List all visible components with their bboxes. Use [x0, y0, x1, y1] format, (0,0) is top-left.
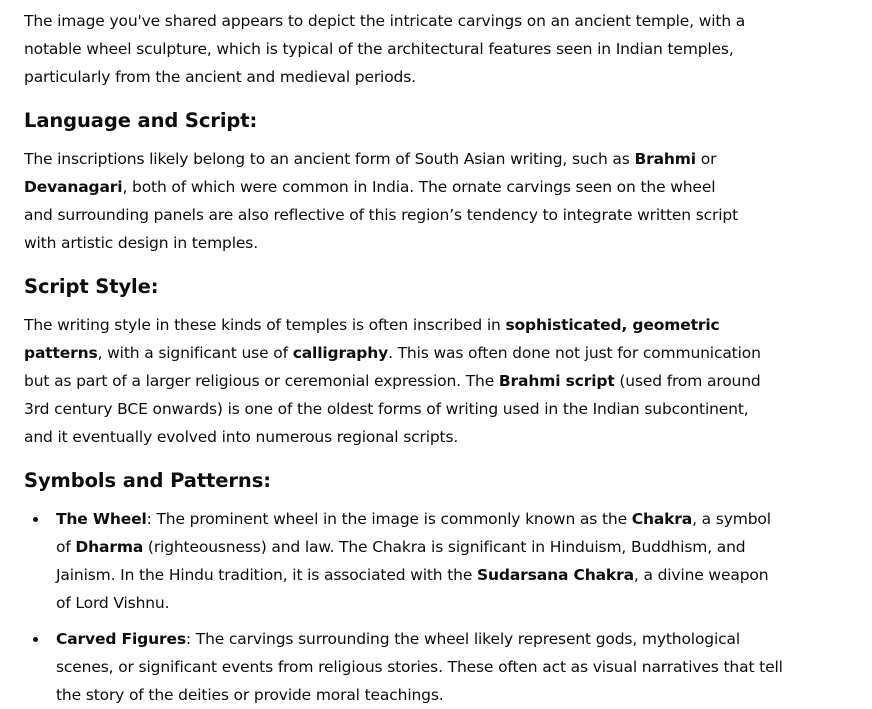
wheel-term: The Wheel — [56, 510, 147, 528]
language-text-2: or — [695, 150, 717, 168]
wheel-text-3: (righteousness) and law. The Chakra is significant in Hinduism, Buddhism, and Jainism. In the Hindu tradition, it is associated with the — [56, 538, 746, 584]
carved-figures-term: Carved Figures — [56, 630, 186, 648]
chakra-term: Chakra — [631, 510, 693, 528]
geometric-patterns-term: sophisticated, geometric patterns — [24, 316, 720, 362]
brahmi-script-term: Brahmi script — [498, 372, 615, 390]
sudarsana-chakra-term: Sudarsana Chakra — [477, 566, 634, 584]
wheel-text-4: , a divine weapon of Lord Vishnu. — [56, 566, 769, 612]
symbols-list — [24, 505, 784, 709]
language-text-1: The inscriptions likely belong to an ancient form of South Asian writing, such as — [24, 150, 635, 168]
wheel-text-1: : The prominent wheel in the image is commonly known as the — [146, 510, 632, 528]
style-text-2: , with a significant use of — [97, 344, 293, 362]
figures-text-1: : The carvings surrounding the wheel likely represent gods, mythological scenes, or significant events from religious stories. These often act as visual narratives that tell the story of the deities or provide moral teachings. — [56, 630, 783, 704]
wheel-text-2: , a symbol of — [56, 510, 771, 556]
list-item-wheel — [24, 505, 784, 617]
language-script-heading: Language and Script: — [24, 109, 258, 132]
language-script-paragraph — [24, 145, 744, 257]
dharma-term: Dharma — [75, 538, 144, 556]
symbols-patterns-heading: Symbols and Patterns: — [24, 469, 271, 492]
script-style-heading: Script Style: — [24, 275, 159, 298]
bullet-icon — [33, 637, 38, 642]
language-text-3: , both of which were common in India. The ornate carvings seen on the wheel and surrounding panels are also reflective of this region’s tendency to integrate written script with artistic design in temples. — [24, 178, 739, 252]
list-item-carved-figures — [24, 625, 784, 709]
script-style-paragraph — [24, 311, 764, 451]
devanagari-term: Devanagari — [24, 178, 123, 196]
calligraphy-term: calligraphy — [292, 344, 389, 362]
style-text-1: The writing style in these kinds of temples is often inscribed in — [24, 316, 506, 334]
style-text-3: . This was often done not just for communication but as part of a larger religious or ceremonial expression. The — [24, 344, 761, 390]
bullet-icon — [33, 517, 38, 522]
brahmi-term: Brahmi — [634, 150, 696, 168]
intro-paragraph: The image you've shared appears to depict the intricate carvings on an ancient temple, with a notable wheel sculpture, which is typical of the architectural features seen in Indian temples, particularly from the ancient and medieval periods. — [24, 12, 746, 86]
style-text-4: (used from around 3rd century BCE onwards) is one of the oldest forms of writing used in the Indian subcontinent, and it eventually evolved into numerous regional scripts. — [24, 372, 761, 446]
